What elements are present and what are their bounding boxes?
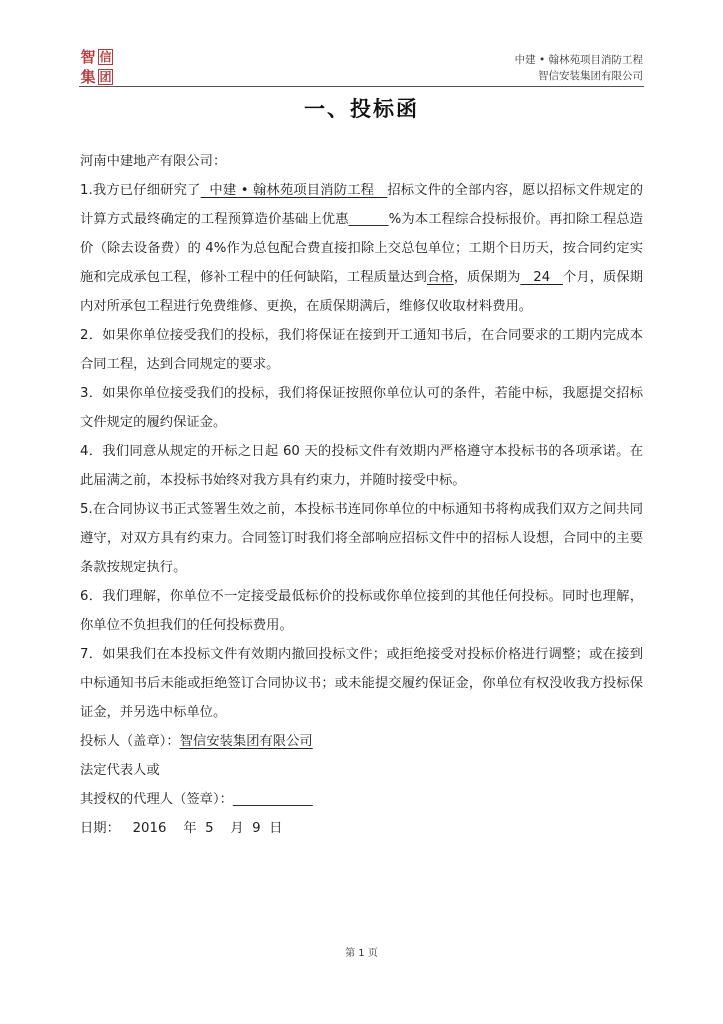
representative-line-1: 法定代表人或 xyxy=(80,763,160,778)
page-title: 一、投标函 xyxy=(304,97,419,121)
header-project: 中建 • 翰林苑项目消防工程 xyxy=(514,54,643,66)
document-body xyxy=(80,147,643,843)
bidder-line xyxy=(80,727,643,756)
header-company: 智信安装集团有限公司 xyxy=(538,70,643,82)
paragraph-3: 3．如果你单位接受我们的投标，我们将保证按照你单位认可的条件，若能中标，我愿提交招标文件规定的履约保证金。 xyxy=(80,386,643,430)
addressee: 河南中建地产有限公司： xyxy=(80,154,227,169)
quality-level: 合格 xyxy=(426,270,454,285)
logo-char: 集 xyxy=(80,67,96,86)
p1-text: 招标文件的全部内容，愿以招标文件规定的计算方式最终确定的工程预算造价基础上优惠 xyxy=(80,183,644,227)
date-line: 日期： 2016 年 5 月 9 日 xyxy=(80,821,283,836)
p1-text: %为本工程综合投标报价。再扣除工程总造价（除去设备费）的 4%作为总包配合费直接扣除上交总包单位；工期个日历天，按合同约定实施和完成承包工程，修补工程中的任何缺陷，工程质量达到 xyxy=(80,212,643,285)
paragraph-1 xyxy=(80,176,643,321)
paragraph-2: 2．如果你单位接受我们的投标，我们将保证在接到开工通知书后，在合同要求的工期内完成本合同工程，达到合同规定的要求。 xyxy=(80,328,643,372)
page-header xyxy=(515,52,643,84)
paragraph-6: 6．我们理解，你单位不一定接受最低标价的投标或你单位接到的其他任何投标。同时也理解，你单位不负担我们的任何投标费用。 xyxy=(80,589,643,633)
signature-blank: ____________ xyxy=(232,792,313,807)
p1-text: 1.我方已仔细研究了 xyxy=(80,183,201,198)
representative-line-2 xyxy=(80,785,643,814)
page-number: 第 1 页 xyxy=(345,948,378,959)
logo-char: 团 xyxy=(99,70,112,84)
representative-label: 其授权的代理人（签章）： xyxy=(80,792,233,807)
bidder-label: 投标人（盖章）： xyxy=(80,734,180,749)
logo-char: 智 xyxy=(80,47,96,66)
paragraph-4: 4．我们同意从规定的开标之日起 60 天的投标文件有效期内严格遵守本投标书的各项承诺。在此届满之前，本投标书始终对我方具有约束力，并随时接受中标。 xyxy=(80,444,643,488)
bidder-name: 智信安装集团有限公司 xyxy=(179,734,313,749)
paragraph-5: 5.在合同协议书正式签署生效之前，本投标书连同你单位的中标通知书将构成我们双方之间共同遵守，对双方具有约束力。合同签订时我们将全部响应招标文件中的招标人设想，合同中的主要条款按规定执行。 xyxy=(80,502,643,575)
p1-text: 个月，质保期内对所承包工程进行免费维修、更换，在质保期满后，维修仅收取材料费用。 xyxy=(80,270,644,314)
header-divider xyxy=(79,86,644,87)
company-logo xyxy=(79,47,115,87)
warranty-months: 24 xyxy=(520,270,563,285)
discount-blank: ______ xyxy=(348,212,389,227)
p1-text: ，质保期为 xyxy=(453,270,521,285)
paragraph-7: 7．如果我们在本投标文件有效期内撤回投标文件；或拒绝接受对投标价格进行调整；或在接到中标通知书后未能或拒绝签订合同协议书；或未能提交履约保证金，你单位有权没收我方投标保证金，并另选中标单位。 xyxy=(80,647,643,720)
project-name: 中建 • 翰林苑项目消防工程 xyxy=(200,183,388,198)
logo-char: 信 xyxy=(99,50,112,64)
